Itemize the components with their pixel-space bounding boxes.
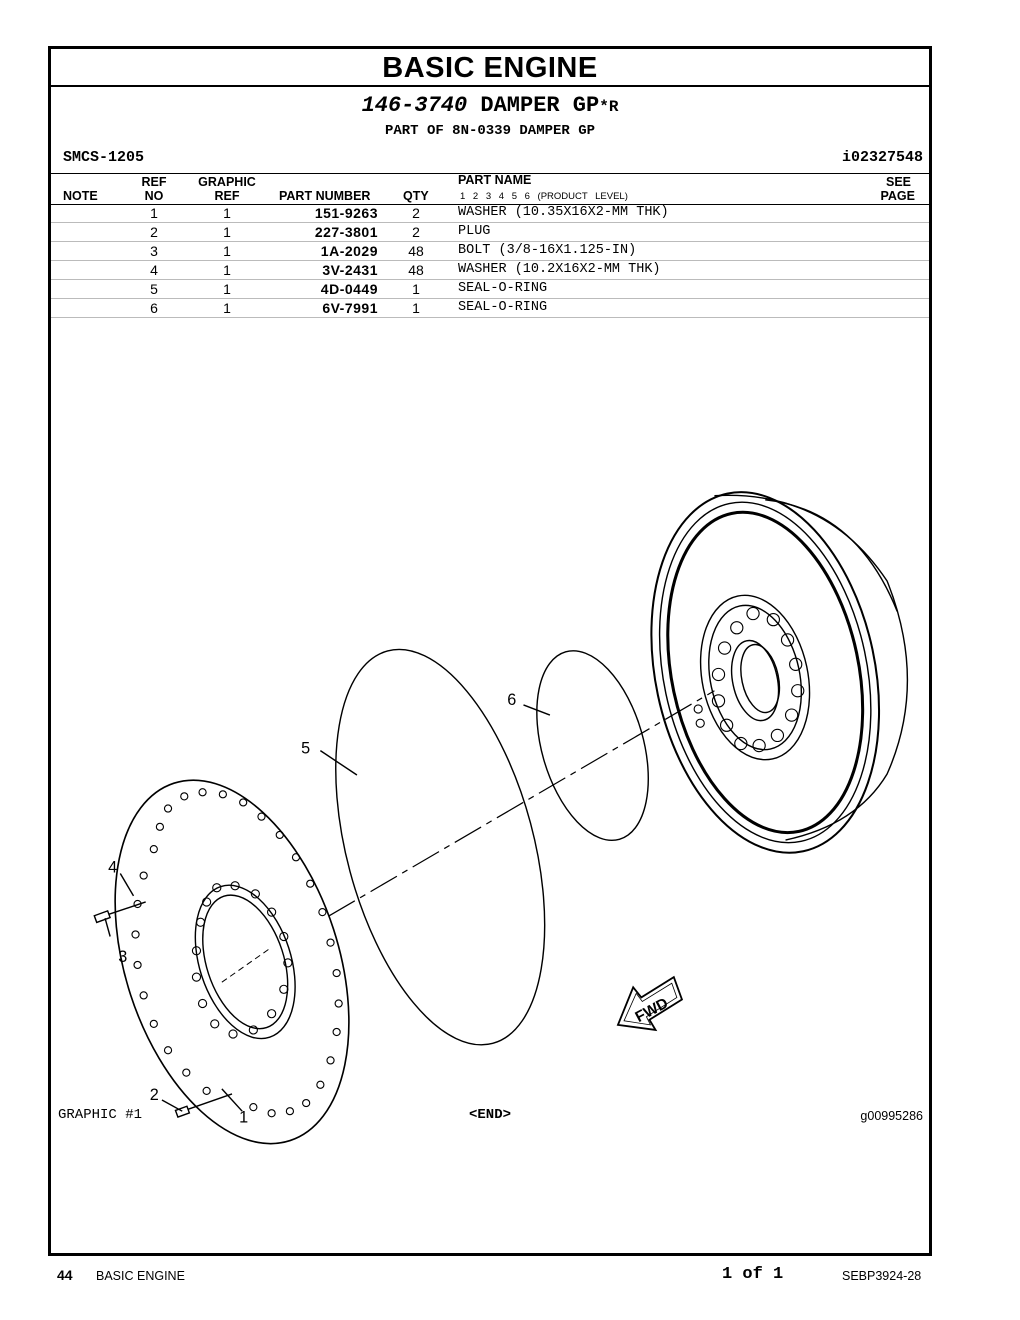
- group-suffix: *R: [599, 98, 619, 116]
- callout-5: 5: [301, 739, 311, 758]
- seal-o-ring-5: [297, 627, 583, 1068]
- col-note: NOTE: [63, 189, 98, 203]
- footer-section: BASIC ENGINE: [96, 1269, 185, 1283]
- graphic-ref: 1: [223, 205, 231, 221]
- ref-no: 5: [150, 281, 158, 297]
- ref-no: 2: [150, 224, 158, 240]
- table-row: [51, 204, 929, 223]
- col-see-top: SEE: [885, 175, 911, 189]
- ref-no: 6: [150, 300, 158, 316]
- callout-3: 3: [118, 947, 128, 966]
- graphic-ref: 1: [223, 243, 231, 259]
- ref-no: 1: [150, 205, 158, 221]
- table-header: [51, 173, 929, 205]
- qty: 48: [408, 262, 424, 278]
- graphic-ref: 1: [223, 224, 231, 240]
- graphic-label: GRAPHIC #1: [58, 1107, 143, 1123]
- parts-page-frame: [48, 46, 932, 1256]
- col-qty: QTY: [403, 189, 429, 203]
- col-see-bottom: PAGE: [880, 189, 915, 203]
- callout-1: 1: [239, 1108, 249, 1127]
- illustration-id: i02327548: [841, 149, 923, 166]
- part-name: WASHER (10.2X16X2-MM THK): [458, 262, 661, 277]
- ref-no: 3: [150, 243, 158, 259]
- fwd-label: FWD: [632, 994, 672, 1026]
- callout-6: 6: [507, 690, 517, 709]
- footer-doc-number: SEBP3924-28: [842, 1269, 922, 1283]
- smcs-code: SMCS-1205: [63, 149, 145, 166]
- part-name: WASHER (10.35X16X2-MM THK): [458, 205, 669, 220]
- part-number: 1A-2029: [320, 243, 378, 259]
- graphic-ref: 1: [223, 262, 231, 278]
- part-name: SEAL-O-RING: [458, 300, 548, 315]
- qty: 2: [412, 224, 420, 240]
- qty: 48: [408, 243, 424, 259]
- graphic-ref: 1: [223, 281, 231, 297]
- table-row: [51, 223, 929, 242]
- qty: 1: [412, 281, 420, 297]
- end-marker: <END>: [468, 1107, 511, 1123]
- parts-table: [51, 204, 929, 318]
- group-name: DAMPER GP: [480, 93, 600, 118]
- callout-4: 4: [108, 858, 118, 877]
- part-number: 4D-0449: [320, 281, 378, 297]
- callout-2: 2: [149, 1086, 159, 1105]
- damper-housing: [620, 471, 911, 874]
- col-part-name: PART NAME: [458, 173, 532, 187]
- part-number: 227-3801: [314, 224, 378, 240]
- graphic-id: g00995286: [860, 1109, 923, 1123]
- footer-page-count: 1 of 1: [722, 1265, 784, 1284]
- part-name: BOLT (3/8-16X1.125-IN): [458, 243, 637, 258]
- part-number: 151-9263: [314, 205, 378, 221]
- table-row: [51, 261, 929, 280]
- group-title: [51, 93, 929, 118]
- ref-no: 4: [150, 262, 158, 278]
- part-name: PLUG: [458, 224, 491, 239]
- col-part-number: PART NUMBER: [279, 189, 371, 203]
- col-ref-top: REF: [141, 175, 167, 189]
- graphic-ref: 1: [223, 300, 231, 316]
- table-row: [51, 299, 929, 318]
- qty: 2: [412, 205, 420, 221]
- footer-page-number: 44: [57, 1267, 73, 1283]
- section-title: BASIC ENGINE: [51, 49, 929, 87]
- part-number: 3V-2431: [322, 262, 378, 278]
- col-graphic-bottom: REF: [214, 189, 240, 203]
- col-ref-bottom: NO: [144, 189, 164, 203]
- seal-o-ring-6: [517, 638, 668, 853]
- group-number: 146-3740: [361, 93, 468, 118]
- qty: 1: [412, 300, 420, 316]
- col-graphic-top: GRAPHIC: [198, 175, 256, 189]
- col-product-levels: 1 2 3 4 5 6 (PRODUCT LEVEL): [460, 191, 628, 202]
- table-row: [51, 280, 929, 299]
- part-of-line: PART OF 8N-0339 DAMPER GP: [384, 123, 596, 139]
- part-name: SEAL-O-RING: [458, 281, 548, 296]
- table-row: [51, 242, 929, 261]
- part-number: 6V-7991: [322, 300, 378, 316]
